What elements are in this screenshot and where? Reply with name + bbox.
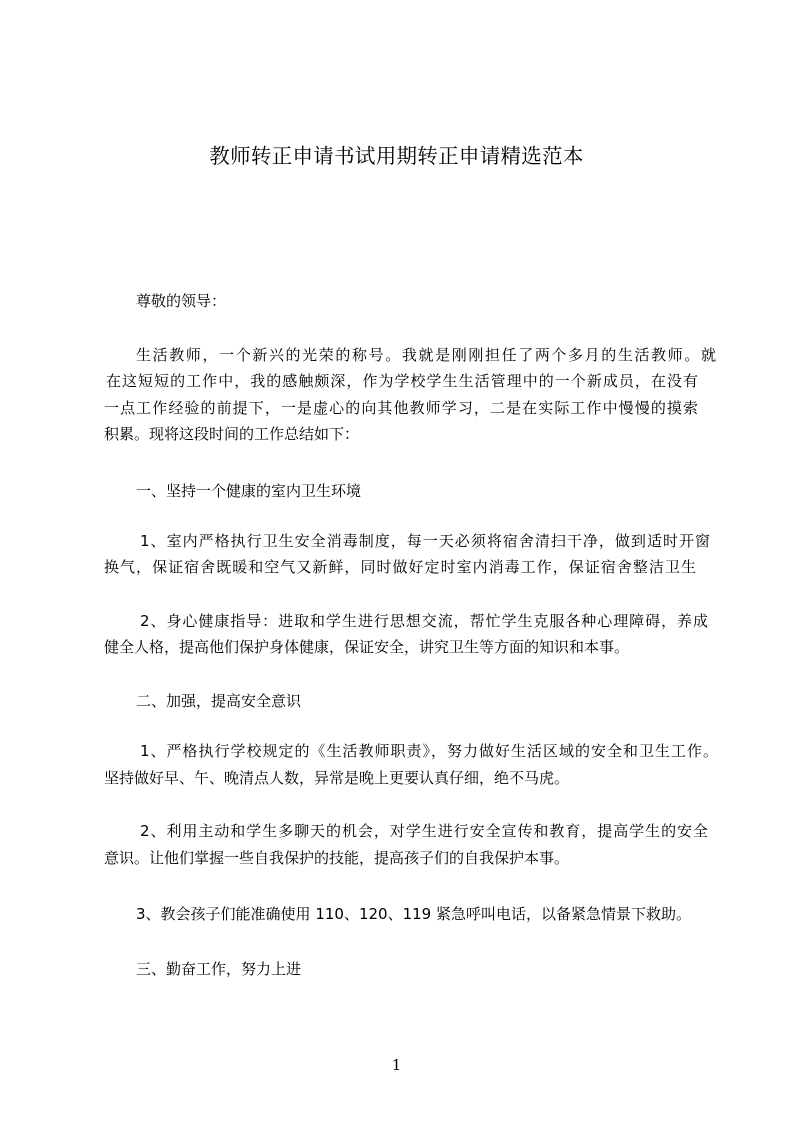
paragraph-line: 换气，保证宿舍既暖和空气又新鲜，同时做好定时室内消毒工作，保证宿舍整洁卫生 [104, 558, 696, 576]
paragraph-line: 积累。现将这段时间的工作总结如下： [104, 425, 360, 443]
paragraph-line: 生活教师，一个新兴的光荣的称号。我就是刚刚担任了两个多月的生活教师。就 [136, 346, 716, 364]
paragraph-line: 1、严格执行学校规定的《生活教师职责》，努力做好生活区域的安全和卫生工作。 [140, 742, 718, 760]
paragraph-line: 1、室内严格执行卫生安全消毒制度，每一天必须将宿舍清扫干净，做到适时开窗 [140, 532, 710, 550]
page-number: 1 [391, 1056, 402, 1074]
paragraph-line: 坚持做好早、午、晚清点人数，异常是晚上更要认真仔细，绝不马虎。 [104, 769, 570, 787]
paragraph-line: 2、身心健康指导：进取和学生进行思想交流，帮忙学生克服各种心理障碍，养成 [140, 612, 708, 630]
section-heading-2: 二、加强，提高安全意识 [136, 692, 302, 710]
section-heading-3: 三、勤奋工作，努力上进 [136, 960, 302, 978]
paragraph-line: 在这短短的工作中，我的感触颇深，作为学校学生生活管理中的一个新成员，在没有 [106, 372, 698, 390]
section-heading-1: 一、坚持一个健康的室内卫生环境 [136, 482, 362, 500]
paragraph-line: 一点工作经验的前提下，一是虚心的向其他教师学习，二是在实际工作中慢慢的摸索 [104, 399, 698, 417]
paragraph-line: 意识。让他们掌握一些自我保护的技能，提高孩子们的自我保护本事。 [104, 849, 570, 867]
section2-item3: 3、教会孩子们能准确使用 110、120、119 紧急呼叫电话，以备紧急情景下救助。 [136, 905, 691, 923]
document-title: 教师转正申请书试用期转正申请精选范本 [209, 144, 584, 168]
salutation: 尊敬的领导： [136, 292, 227, 310]
paragraph-line: 健全人格，提高他们保护身体健康，保证安全，讲究卫生等方面的知识和本事。 [104, 638, 630, 656]
paragraph-line: 2、利用主动和学生多聊天的机会，对学生进行安全宣传和教育，提高学生的安全 [140, 822, 708, 840]
